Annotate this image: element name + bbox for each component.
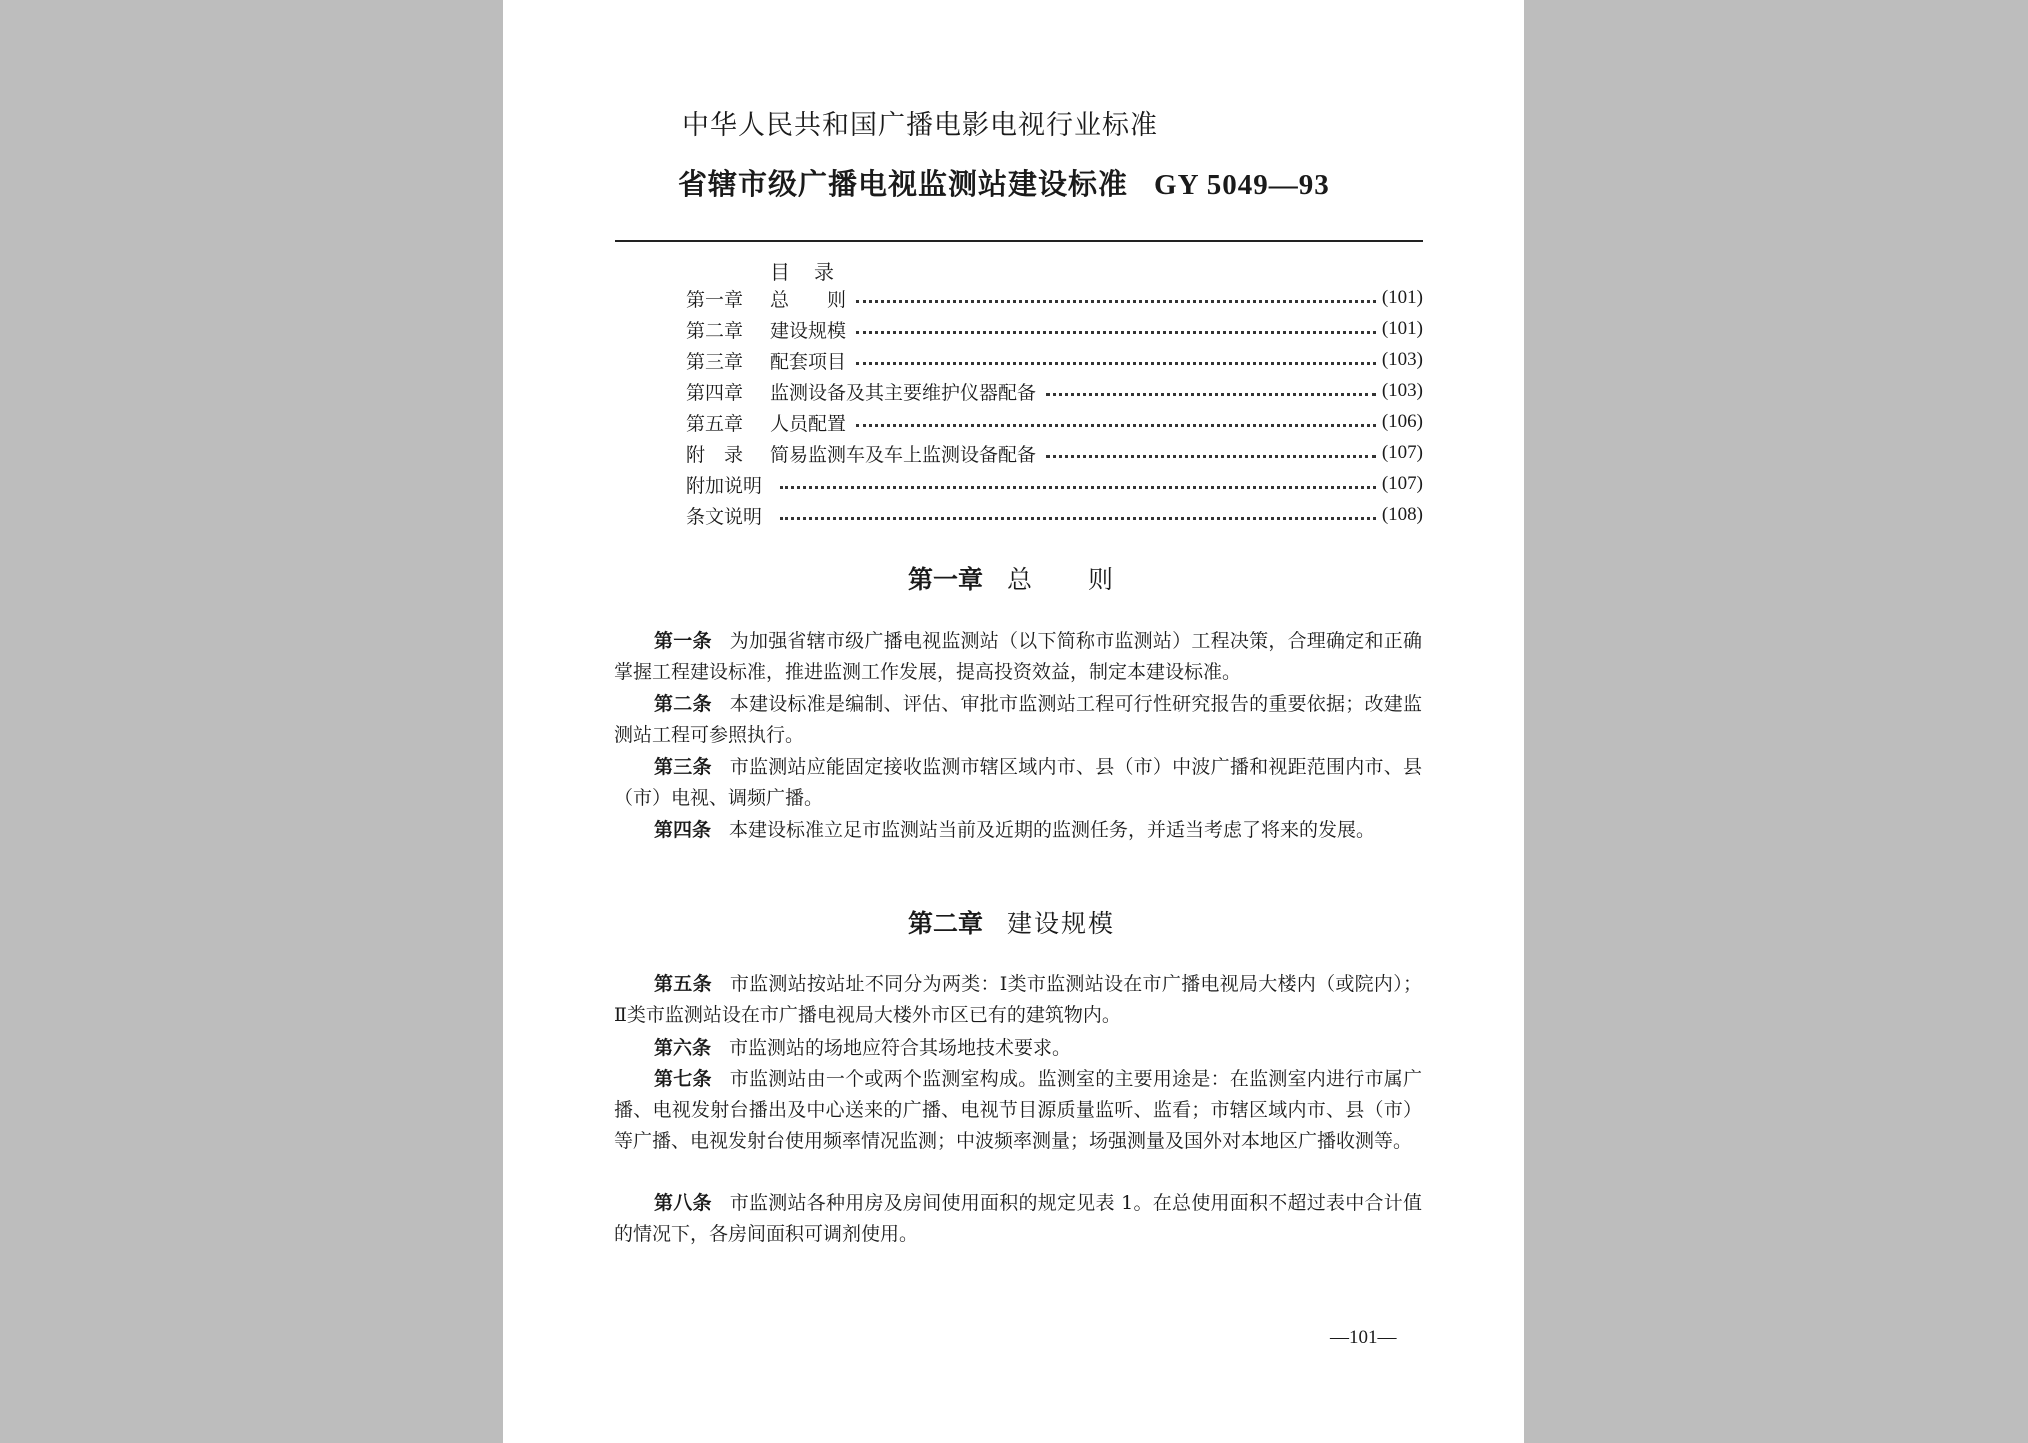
title-text: 省辖市级广播电视监测站建设标准 [678, 167, 1129, 201]
toc-name: 监测设备及其主要维护仪器配备 [770, 381, 1037, 404]
toc-chapter: 第五章 [686, 412, 744, 435]
article-text: 市监测站应能固定接收监测市辖区域内市、县（市）中波广播和视距范围内市、县（市）电视、调频广播。 [614, 756, 1422, 809]
article [614, 626, 1422, 688]
toc-name: 人员配置 [770, 412, 847, 435]
article-text: 本建设标准是编制、评估、审批市监测站工程可行性研究报告的重要依据；改建监测站工程可参照执行。 [614, 693, 1422, 746]
article [614, 1064, 1422, 1157]
article-label: 第二条 [654, 693, 712, 715]
toc-page: (103) [1381, 349, 1423, 370]
toc-entry [686, 471, 1423, 497]
article [614, 1033, 1422, 1064]
article [614, 1188, 1422, 1250]
toc-entry [686, 409, 1423, 435]
toc-title: 目录 [770, 260, 858, 284]
page-number: —101— [1330, 1327, 1397, 1348]
toc-page: (106) [1381, 411, 1423, 432]
article-label: 第七条 [654, 1068, 712, 1090]
chapter-heading [908, 560, 1115, 596]
chapter-number: 第一章 [908, 565, 984, 594]
toc-chapter: 附加说明 [686, 474, 763, 497]
article-label: 第五条 [654, 973, 712, 995]
toc-entry [686, 285, 1423, 311]
toc-leader [780, 517, 1376, 520]
toc-name: 总 则 [770, 288, 847, 311]
toc-chapter: 第三章 [686, 350, 744, 373]
toc-chapter: 第一章 [686, 288, 744, 311]
toc-leader [856, 331, 1376, 334]
toc-page: (103) [1381, 380, 1423, 401]
chapter-name: 总 则 [1007, 565, 1116, 594]
article [614, 689, 1422, 751]
article [614, 969, 1422, 1031]
toc-page: (101) [1381, 318, 1423, 339]
toc-page: (101) [1381, 287, 1423, 308]
article-label: 第八条 [654, 1192, 712, 1214]
article [614, 752, 1422, 814]
article-label: 第三条 [654, 756, 712, 778]
article-text: 市监测站各种用房及房间使用面积的规定见表 1。在总使用面积不超过表中合计值的情况下，各房间面积可调剂使用。 [614, 1192, 1422, 1245]
chapter-name: 建设规模 [1007, 909, 1116, 938]
article-text: 本建设标准立足市监测站当前及近期的监测任务，并适当考虑了将来的发展。 [729, 819, 1376, 841]
document-title [678, 162, 1330, 203]
toc-page: (107) [1381, 442, 1423, 463]
toc-name: 配套项目 [770, 350, 847, 373]
toc-page: (107) [1381, 473, 1423, 494]
toc-leader [1046, 393, 1376, 396]
toc-entry [686, 347, 1423, 373]
standard-category-heading: 中华人民共和国广播电影电视行业标准 [682, 110, 1158, 141]
header-rule [615, 240, 1423, 242]
toc-leader [856, 300, 1376, 303]
article-label: 第四条 [654, 819, 712, 841]
toc-page: (108) [1381, 504, 1423, 525]
article [614, 815, 1422, 846]
toc-chapter: 附 录 [686, 443, 744, 466]
chapter-heading [908, 904, 1115, 940]
toc-chapter: 第四章 [686, 381, 744, 404]
toc-leader [856, 424, 1376, 427]
toc-leader [856, 362, 1376, 365]
toc-entry [686, 316, 1423, 342]
toc-leader [780, 486, 1376, 489]
article-label: 第一条 [654, 630, 712, 652]
chapter-number: 第二章 [908, 909, 984, 938]
article-text: 为加强省辖市级广播电视监测站（以下简称市监测站）工程决策，合理确定和正确掌握工程建设标准，推进监测工作发展，提高投资效益，制定本建设标准。 [614, 630, 1422, 683]
toc-name: 建设规模 [770, 319, 847, 342]
toc-entry [686, 440, 1423, 466]
article-text: 市监测站由一个或两个监测室构成。监测室的主要用途是：在监测室内进行市属广播、电视发射台播出及中心送来的广播、电视节目源质量监听、监看；市辖区域内市、县（市）等广播、电视发射台使用频率情况监测；中波频率测量；场强测量及国外对本地区广播收测等。 [614, 1068, 1422, 1152]
toc-name: 简易监测车及车上监测设备配备 [770, 443, 1037, 466]
article-label: 第六条 [654, 1037, 712, 1059]
toc-leader [1046, 455, 1376, 458]
toc-chapter: 条文说明 [686, 505, 763, 528]
toc-entry [686, 502, 1423, 528]
article-text: 市监测站按站址不同分为两类：Ⅰ类市监测站设在市广播电视局大楼内（或院内）；Ⅱ类市监测站设在市广播电视局大楼外市区已有的建筑物内。 [614, 973, 1422, 1026]
toc-chapter: 第二章 [686, 319, 744, 342]
standard-code: GY 5049—93 [1154, 169, 1330, 201]
article-text: 市监测站的场地应符合其场地技术要求。 [729, 1037, 1072, 1059]
toc-entry [686, 378, 1423, 404]
